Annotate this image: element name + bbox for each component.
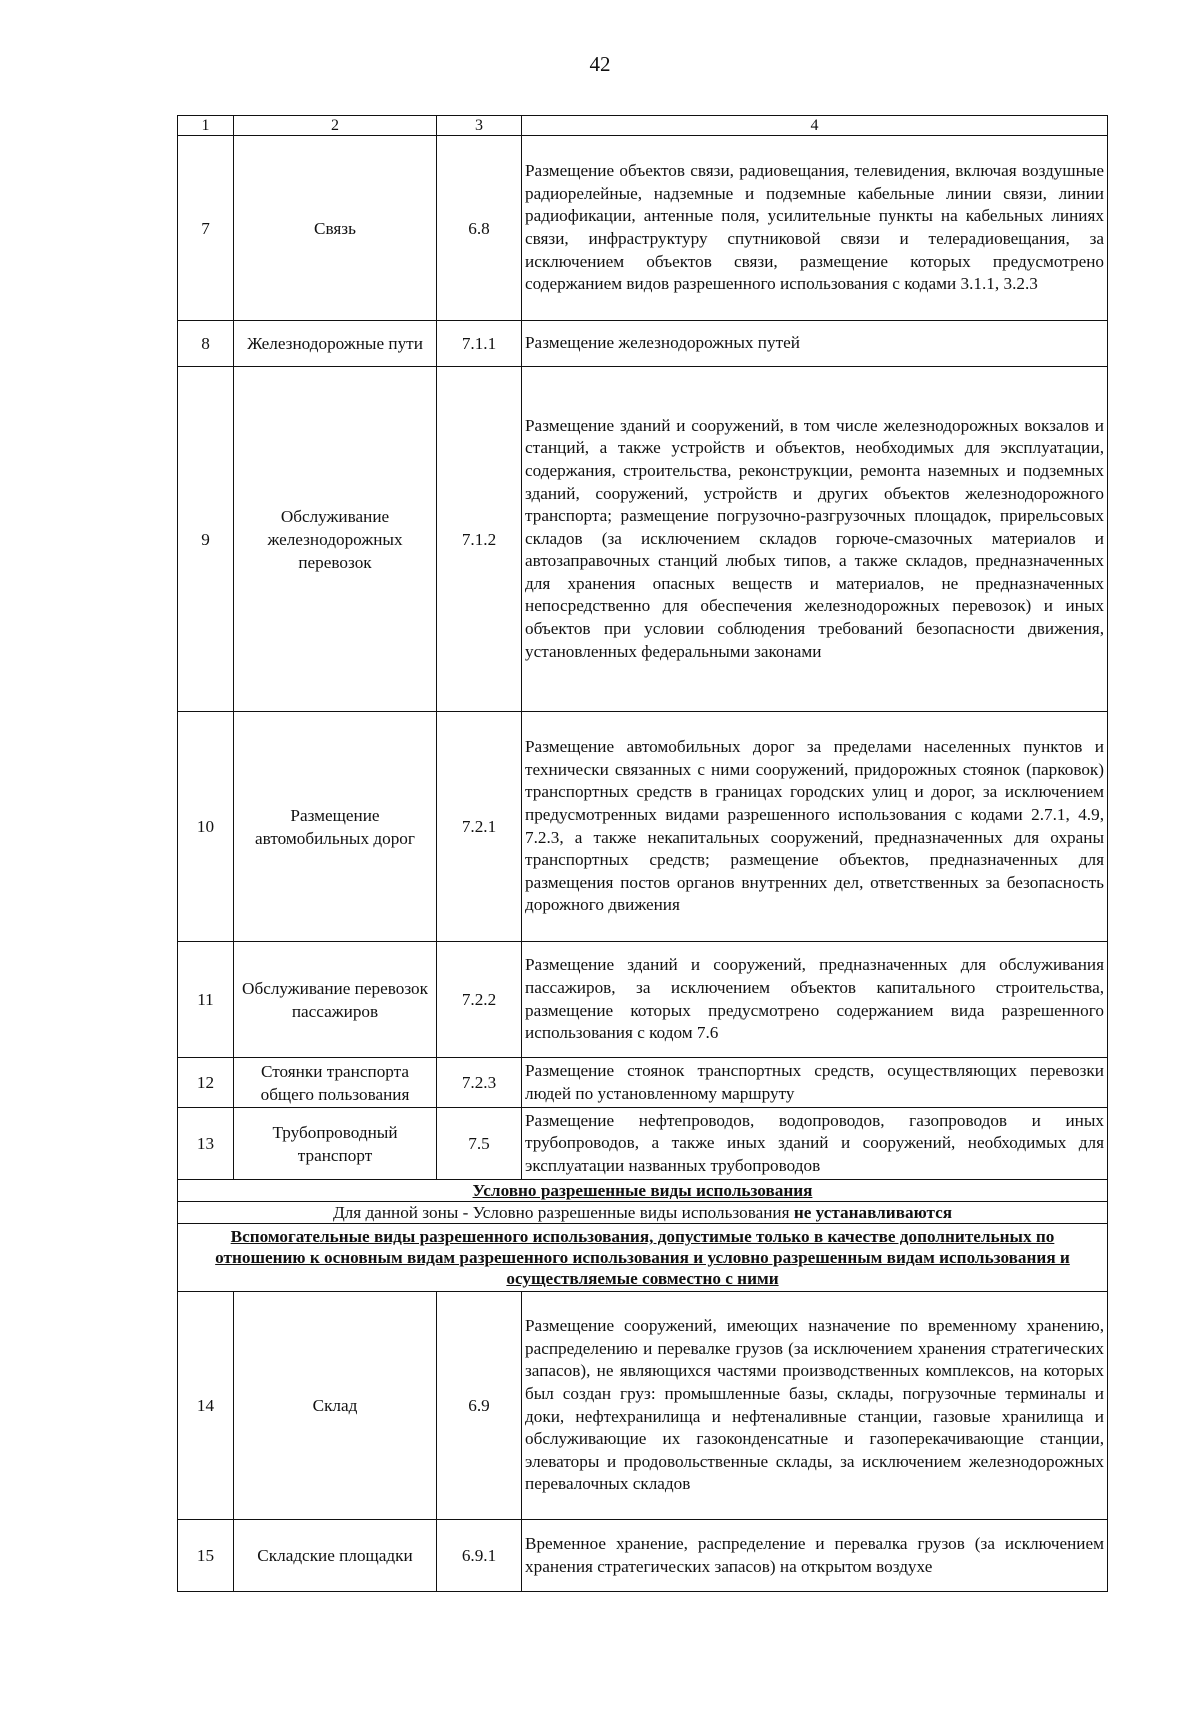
use-type-code: 7.1.1 [437,321,522,367]
table-row [178,1108,1108,1180]
section-heading: Условно разрешенные виды использования [178,1180,1108,1202]
use-type-description: Размещение автомобильных дорог за пределами населенных пунктов и технически связанных с ними сооружений, придорожных стоянок (парковок) транспортных средств в границах городских улиц и дорог, за исключением предусмотренных видами разрешенного использования с кодами 2.7.1, 4.9, 7.2.3, а также некапитальных сооружений, предназначенных для охраны транспортных средств; размещение объектов, предназначенных для размещения постов органов внутренних дел, ответственных за безопасность дорожного движения [522,712,1108,942]
use-type-description: Размещение железнодорожных путей [522,321,1108,367]
use-type-description: Временное хранение, распределение и перевалка грузов (за исключением хранения стратегических запасов) на открытом воздухе [522,1520,1108,1592]
use-type-code: 6.9 [437,1292,522,1520]
table-row [178,712,1108,942]
note-text: Для данной зоны - Условно разрешенные виды использования [332,1203,794,1222]
use-type-code: 6.8 [437,136,522,321]
section-heading: Вспомогательные виды разрешенного использования, допустимые только в качестве дополнительных по отношению к основным видам разрешенного использования и условно разрешенным видам использования и осуществляемые совместно с ними [178,1224,1108,1292]
table-row [178,136,1108,321]
use-type-code: 7.2.1 [437,712,522,942]
note-cell [178,1202,1108,1224]
use-type-name: Связь [234,136,437,321]
use-type-name: Железнодорожные пути [234,321,437,367]
header-cell: 2 [234,116,437,136]
row-number: 13 [178,1108,234,1180]
row-number: 14 [178,1292,234,1520]
use-type-name: Обслуживание железнодорожных перевозок [234,367,437,712]
note-emphasis: не устанавливаются [793,1203,953,1222]
table-row [178,1520,1108,1592]
section-heading-row [178,1180,1108,1202]
table-row [178,367,1108,712]
row-number: 8 [178,321,234,367]
use-type-name: Размещение автомобильных дорог [234,712,437,942]
header-cell: 4 [522,116,1108,136]
use-type-description: Размещение нефтепроводов, водопроводов, газопроводов и иных трубопроводов, а также иных зданий и сооружений, необходимых для эксплуатации названных трубопроводов [522,1108,1108,1180]
use-type-code: 7.1.2 [437,367,522,712]
use-type-name: Склад [234,1292,437,1520]
use-type-description: Размещение зданий и сооружений, предназначенных для обслуживания пассажиров, за исключением объектов капитального строительства, размещение которых предусмотрено содержанием вида разрешенного использования с кодом 7.6 [522,942,1108,1058]
row-number: 15 [178,1520,234,1592]
header-cell: 1 [178,116,234,136]
row-number: 7 [178,136,234,321]
use-type-name: Складские площадки [234,1520,437,1592]
use-type-code: 7.2.3 [437,1058,522,1108]
section-heading-row [178,1224,1108,1292]
land-use-table [177,115,1108,1592]
table-row [178,1058,1108,1108]
header-cell: 3 [437,116,522,136]
header-row [178,116,1108,136]
row-number: 10 [178,712,234,942]
use-type-description: Размещение сооружений, имеющих назначение по временному хранению, распределению и перевалке грузов (за исключением хранения стратегических запасов), не являющихся частями производственных комплексов, на которых был создан груз: промышленные базы, склады, погрузочные терминалы и доки, нефтехранилища и нефтеналивные станции, газовые хранилища и обслуживающие их газоконденсатные и газоперекачивающие станции, элеваторы и продовольственные склады, за исключением железнодорожных перевалочных складов [522,1292,1108,1520]
use-type-code: 7.2.2 [437,942,522,1058]
use-type-description: Размещение объектов связи, радиовещания, телевидения, включая воздушные радиорелейные, надземные и подземные кабельные линии связи, линии радиофикации, антенные поля, усилительные пункты на кабельных линиях связи, инфраструктуру спутниковой связи и телерадиовещания, за исключением объектов связи, размещение которых предусмотрено содержанием видов разрешенного использования с кодами 3.1.1, 3.2.3 [522,136,1108,321]
use-type-description: Размещение стоянок транспортных средств, осуществляющих перевозки людей по установленному маршруту [522,1058,1108,1108]
use-type-code: 7.5 [437,1108,522,1180]
row-number: 11 [178,942,234,1058]
use-type-description: Размещение зданий и сооружений, в том числе железнодорожных вокзалов и станций, а также устройств и объектов, необходимых для эксплуатации, содержания, строительства, реконструкции, ремонта наземных и подземных зданий, сооружений, устройств и других объектов железнодорожного транспорта; размещение погрузочно-разгрузочных площадок, прирельсовых складов (за исключением складов горюче-смазочных материалов и автозаправочных станций любых типов, а также складов, предназначенных для хранения опасных веществ и материалов, не предназначенных непосредственно для обеспечения железнодорожных перевозок) и иных объектов при условии соблюдения требований безопасности движения, установленных федеральными законами [522,367,1108,712]
use-type-name: Трубопроводный транспорт [234,1108,437,1180]
use-type-name: Стоянки транспорта общего пользования [234,1058,437,1108]
use-type-code: 6.9.1 [437,1520,522,1592]
table-row [178,942,1108,1058]
table-row [178,1292,1108,1520]
table-row [178,321,1108,367]
use-type-name: Обслуживание перевозок пассажиров [234,942,437,1058]
row-number: 12 [178,1058,234,1108]
page-number: 42 [589,52,611,76]
note-row [178,1202,1108,1224]
row-number: 9 [178,367,234,712]
